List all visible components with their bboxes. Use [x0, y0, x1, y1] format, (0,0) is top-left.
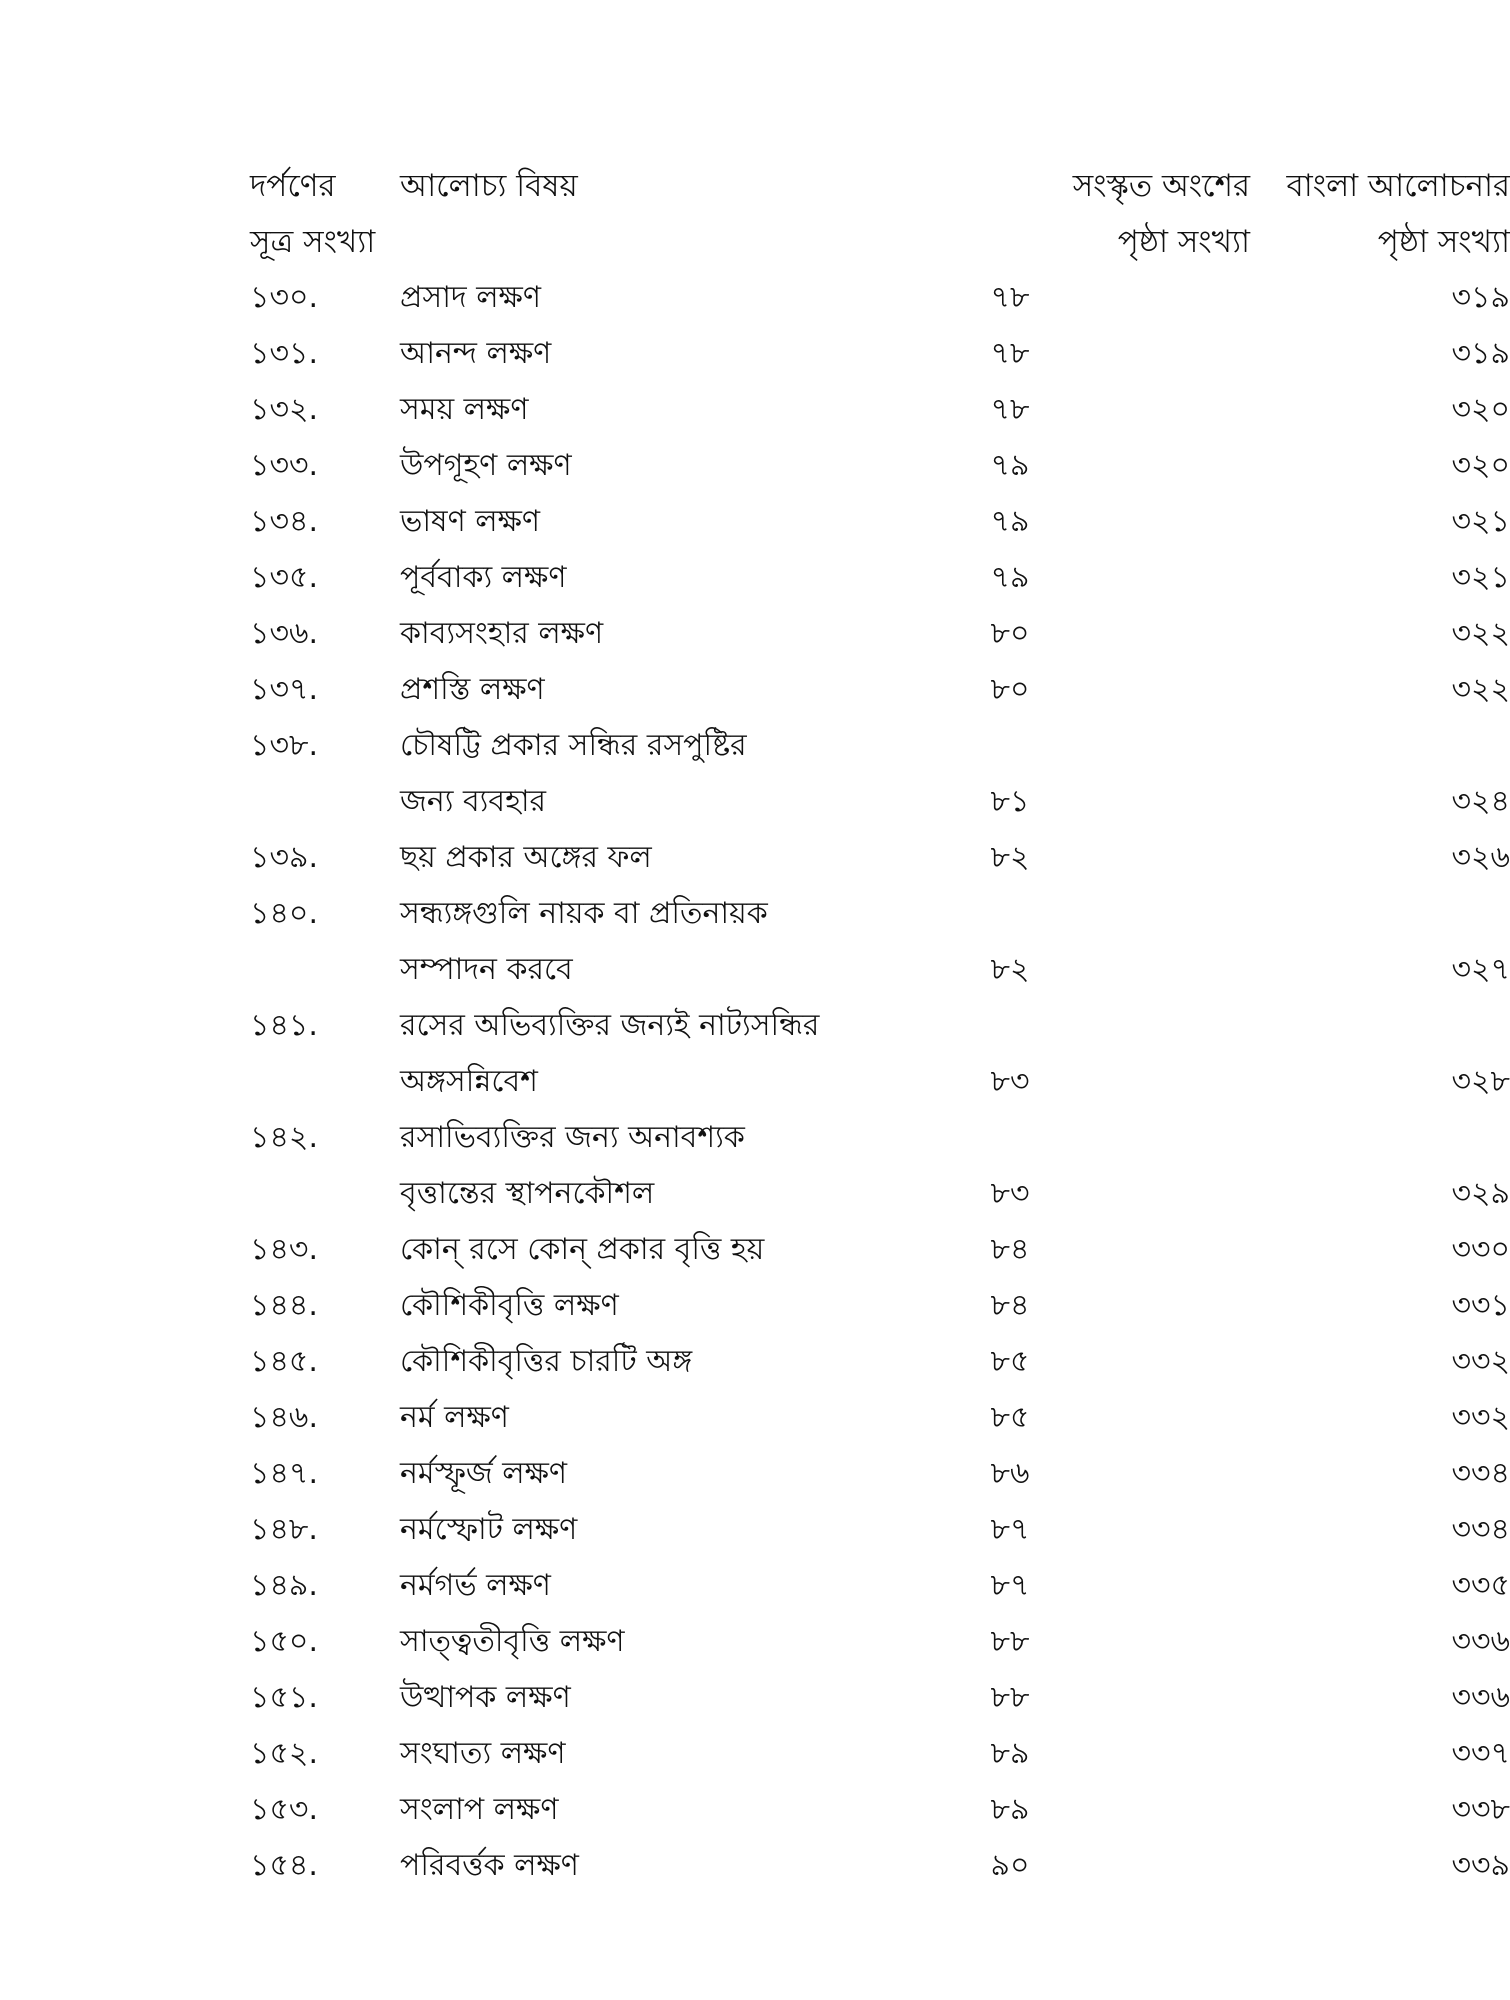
- sanskrit-page-number: ৮৩: [990, 1176, 1030, 1211]
- table-row: [250, 606, 1510, 662]
- sutra-number: ১৫২.: [250, 1736, 318, 1771]
- table-row: [250, 942, 1510, 998]
- topic-text: উত্থাপক লক্ষণ: [400, 1680, 571, 1715]
- sanskrit-page-number: ৭৮: [990, 392, 1030, 427]
- table-row: [250, 662, 1510, 718]
- bangla-page-number: ৩৩২: [1451, 1344, 1510, 1379]
- topic-text: কোন্ রসে কোন্ প্রকার বৃত্তি হয়: [400, 1232, 765, 1267]
- sutra-number: ১৪০.: [250, 896, 318, 931]
- bangla-page-number: ৩২১: [1451, 504, 1510, 539]
- bangla-page-number: ৩৩৭: [1451, 1736, 1510, 1771]
- topic-text: কাব্যসংহার লক্ষণ: [400, 616, 604, 651]
- sanskrit-page-number: ৮৪: [990, 1232, 1030, 1267]
- bangla-page-number: ৩৩৬: [1451, 1680, 1510, 1715]
- table-row: [250, 1446, 1510, 1502]
- sanskrit-page-number: ৮৭: [990, 1512, 1030, 1547]
- table-row: [250, 1670, 1510, 1726]
- sutra-number: ১৪৬.: [250, 1400, 318, 1435]
- table-row: [250, 998, 1270, 1054]
- topic-text: সংলাপ লক্ষণ: [400, 1792, 559, 1827]
- table-row: [250, 1278, 1510, 1334]
- table-row: [250, 270, 1510, 326]
- topic-text: রসের অভিব্যক্তির জন্যই নাট্যসন্ধির: [400, 1008, 820, 1043]
- sanskrit-page-number: ৮৮: [990, 1680, 1030, 1715]
- sanskrit-page-number: ৭৯: [990, 504, 1030, 539]
- sanskrit-page-number: ৮৯: [990, 1792, 1030, 1827]
- header-sanskrit-sub-label: পৃষ্ঠা সংখ্যা: [1117, 224, 1250, 260]
- table-row: [250, 1782, 1510, 1838]
- table-row: [250, 494, 1510, 550]
- bangla-page-number: ৩২১: [1451, 560, 1510, 595]
- sutra-number: ১৩৬.: [250, 616, 319, 651]
- sutra-number: ১৩৩.: [250, 448, 319, 483]
- sutra-number: ১৫৪.: [250, 1848, 318, 1883]
- table-row: [250, 326, 1510, 382]
- bangla-page-number: ৩২২: [1451, 672, 1510, 707]
- table-row: [250, 718, 1270, 774]
- sutra-number: ১৪৯.: [250, 1568, 318, 1603]
- topic-text: চৌষট্টি প্রকার সন্ধির রসপুষ্টির: [400, 728, 747, 763]
- header-sanskrit-label: সংস্কৃত অংশের: [1072, 168, 1250, 204]
- header-bangla-label: বাংলা আলোচনার: [1286, 168, 1510, 204]
- topic-text: ছয় প্রকার অঙ্গের ফল: [400, 840, 652, 875]
- contents-table: [250, 158, 1510, 1894]
- sutra-number: ১৪৭.: [250, 1456, 318, 1491]
- topic-text: সাত্ত্বতীবৃত্তি লক্ষণ: [400, 1624, 625, 1659]
- topic-text: বৃত্তান্তের স্থাপনকৌশল: [400, 1176, 655, 1211]
- bangla-page-number: ৩১৯: [1451, 336, 1510, 371]
- sutra-number: ১৪২.: [250, 1120, 318, 1155]
- topic-text: কৌশিকীবৃত্তি লক্ষণ: [400, 1288, 619, 1323]
- topic-text: নর্ম লক্ষণ: [400, 1400, 509, 1435]
- table-row: [250, 886, 1270, 942]
- bangla-page-number: ৩২৪: [1451, 784, 1510, 819]
- topic-text: আনন্দ লক্ষণ: [400, 336, 552, 371]
- sanskrit-page-number: ৮২: [990, 840, 1030, 875]
- topic-text: সম্পাদন করবে: [400, 952, 573, 987]
- sanskrit-page-number: ৮৪: [990, 1288, 1030, 1323]
- table-row: [250, 382, 1510, 438]
- sutra-number: ১৩০.: [250, 280, 319, 315]
- sutra-number: ১৫১.: [250, 1680, 318, 1715]
- sanskrit-page-number: ৮৫: [990, 1344, 1030, 1379]
- sanskrit-page-number: ৮৯: [990, 1736, 1030, 1771]
- sanskrit-page-number: ৭৯: [990, 560, 1030, 595]
- sutra-number: ১৫০.: [250, 1624, 318, 1659]
- topic-text: অঙ্গসন্নিবেশ: [400, 1064, 538, 1099]
- topic-text: কৌশিকীবৃত্তির চারটি অঙ্গ: [400, 1344, 693, 1379]
- sanskrit-page-number: ৮৭: [990, 1568, 1030, 1603]
- table-row: [250, 1726, 1510, 1782]
- bangla-page-number: ৩২৯: [1451, 1176, 1510, 1211]
- sanskrit-page-number: ৮৫: [990, 1400, 1030, 1435]
- table-row: [250, 1838, 1510, 1894]
- topic-text: প্রশস্তি লক্ষণ: [400, 672, 545, 707]
- table-row: [250, 1110, 1270, 1166]
- topic-text: নর্মগর্ভ লক্ষণ: [400, 1568, 551, 1603]
- header-topic-label: আলোচ্য বিষয়: [400, 168, 578, 204]
- bangla-page-number: ৩২৬: [1451, 840, 1510, 875]
- topic-text: জন্য ব্যবহার: [400, 784, 547, 819]
- topic-text: উপগূহণ লক্ষণ: [400, 448, 572, 483]
- header-bangla-sub-label: পৃষ্ঠা সংখ্যা: [1377, 224, 1510, 260]
- bangla-page-number: ৩২৭: [1451, 952, 1510, 987]
- sanskrit-page-number: ৮২: [990, 952, 1030, 987]
- topic-text: নর্মস্ফূর্জ লক্ষণ: [400, 1456, 568, 1491]
- bangla-page-number: ৩৩২: [1451, 1400, 1510, 1435]
- sanskrit-page-number: ৮১: [990, 784, 1030, 819]
- topic-text: সংঘাত্য লক্ষণ: [400, 1736, 566, 1771]
- sutra-number: ১৩২.: [250, 392, 319, 427]
- sanskrit-page-number: ৮০: [990, 672, 1030, 707]
- table-row: [250, 774, 1510, 830]
- table-row: [250, 1054, 1510, 1110]
- sutra-number: ১৪৪.: [250, 1288, 318, 1323]
- sutra-number: ১৩৪.: [250, 504, 318, 539]
- bangla-page-number: ৩২৮: [1451, 1064, 1510, 1099]
- sutra-number: ১৪১.: [250, 1008, 318, 1043]
- table-row: [250, 1558, 1510, 1614]
- sutra-number: ১৫৩.: [250, 1792, 318, 1827]
- header-sutra-sub-label: সূত্র সংখ্যা: [250, 224, 376, 260]
- sanskrit-page-number: ৮৩: [990, 1064, 1030, 1099]
- bangla-page-number: ৩২০: [1451, 448, 1510, 483]
- table-row: [250, 1222, 1510, 1278]
- table-header-row-1: [250, 158, 1510, 214]
- table-row: [250, 1614, 1510, 1670]
- bangla-page-number: ৩২২: [1451, 616, 1510, 651]
- bangla-page-number: ৩৩৮: [1451, 1792, 1510, 1827]
- sutra-number: ১৪৮.: [250, 1512, 318, 1547]
- table-row: [250, 1390, 1510, 1446]
- table-row: [250, 438, 1510, 494]
- sutra-number: ১৩৯.: [250, 840, 318, 875]
- topic-text: পরিবর্ত্তক লক্ষণ: [400, 1848, 579, 1883]
- sanskrit-page-number: ৭৯: [990, 448, 1030, 483]
- sutra-number: ১৪৫.: [250, 1344, 318, 1379]
- sanskrit-page-number: ৭৮: [990, 280, 1030, 315]
- table-row: [250, 830, 1510, 886]
- sanskrit-page-number: ৭৮: [990, 336, 1030, 371]
- bangla-page-number: ৩৩০: [1451, 1232, 1510, 1267]
- topic-text: সন্ধ্যঙ্গগুলি নায়ক বা প্রতিনায়ক: [400, 896, 768, 931]
- sutra-number: ১৩৭.: [250, 672, 319, 707]
- topic-text: পূর্ববাক্য লক্ষণ: [400, 560, 567, 595]
- topic-text: নর্মস্ফোট লক্ষণ: [400, 1512, 578, 1547]
- topic-text: রসাভিব্যক্তির জন্য অনাবশ্যক: [400, 1120, 745, 1155]
- sanskrit-page-number: ৮৬: [990, 1456, 1030, 1491]
- header-sutra-label: দর্পণের: [250, 168, 336, 204]
- sanskrit-page-number: ৮৮: [990, 1624, 1030, 1659]
- bangla-page-number: ৩৩৪: [1451, 1512, 1510, 1547]
- table-row: [250, 1502, 1510, 1558]
- bangla-page-number: ৩৩৪: [1451, 1456, 1510, 1491]
- sanskrit-page-number: ৯০: [990, 1848, 1030, 1883]
- bangla-page-number: ৩৩৫: [1451, 1568, 1510, 1603]
- table-row: [250, 550, 1510, 606]
- bangla-page-number: ৩২০: [1451, 392, 1510, 427]
- topic-text: প্রসাদ লক্ষণ: [400, 280, 542, 315]
- table-row: [250, 1166, 1510, 1222]
- sanskrit-page-number: ৮০: [990, 616, 1030, 651]
- sutra-number: ১৩৮.: [250, 728, 318, 763]
- table-row: [250, 1334, 1510, 1390]
- bangla-page-number: ৩৩৬: [1451, 1624, 1510, 1659]
- sutra-number: ১৩১.: [250, 336, 318, 371]
- table-header-row-2: [250, 214, 1510, 270]
- bangla-page-number: ৩১৯: [1451, 280, 1510, 315]
- topic-text: ভাষণ লক্ষণ: [400, 504, 541, 539]
- sutra-number: ১৪৩.: [250, 1232, 318, 1267]
- bangla-page-number: ৩৩১: [1451, 1288, 1510, 1323]
- table-body: [250, 270, 1510, 1894]
- bangla-page-number: ৩৩৯: [1451, 1848, 1510, 1883]
- topic-text: সময় লক্ষণ: [400, 392, 529, 427]
- sutra-number: ১৩৫.: [250, 560, 318, 595]
